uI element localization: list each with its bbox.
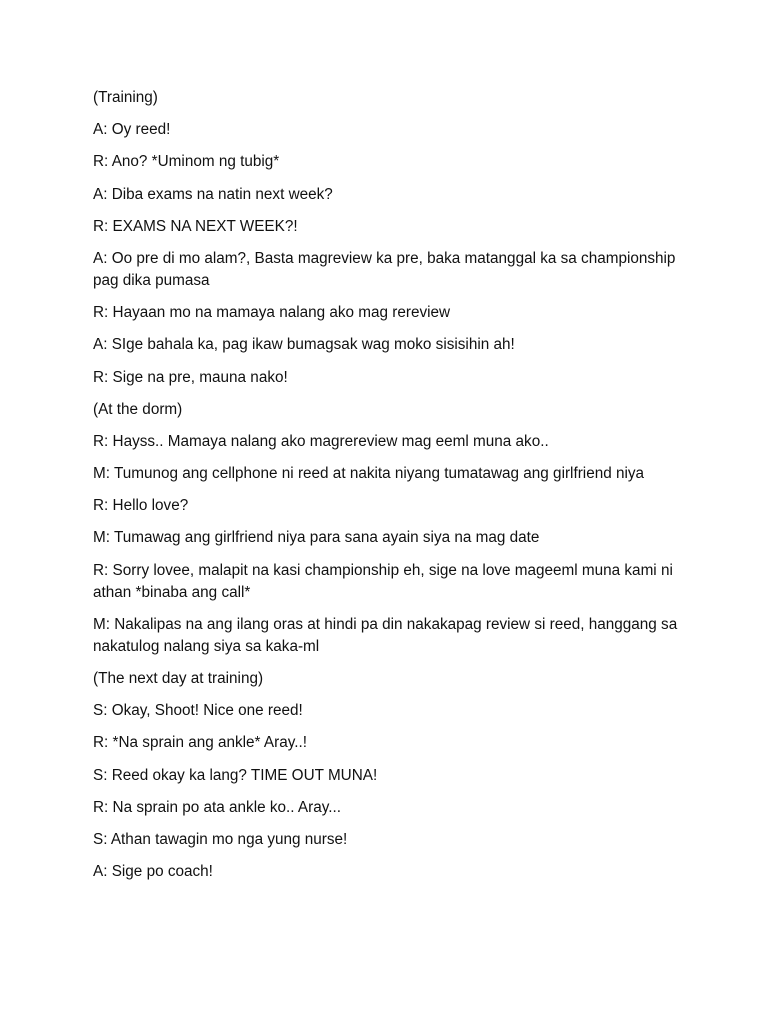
scene-heading: (The next day at training) <box>93 670 264 687</box>
dialogue-line: S: Okay, Shoot! Nice one reed! <box>93 702 303 720</box>
scene-heading: (At the dorm) <box>93 400 183 418</box>
dialogue-line: R: Sorry lovee, malapit na kasi championship eh, sige na love mageeml muna kami ni athan *binaba ang call* <box>93 561 673 601</box>
dialogue-line: A: Diba exams na natin next week? <box>93 185 333 203</box>
dialogue-line: A: Oo pre di mo alam?, Basta magreview ka pre, baka matanggal ka sa championship pag dika pumasa <box>93 249 676 289</box>
dialogue-line: R: Hayss.. Mamaya nalang ako magrereview mag eeml muna ako.. <box>93 432 549 450</box>
script-body <box>93 87 683 893</box>
narration-line: M: Tumawag ang girlfriend niya para sana ayain siya na mag date <box>93 529 540 547</box>
dialogue-line: R: Hello love? <box>93 497 189 515</box>
dialogue-line: A: Oy reed! <box>93 121 171 139</box>
dialogue-line: R: Na sprain po ata ankle ko.. Aray... <box>93 798 341 816</box>
dialogue-line: R: Ano? *Uminom ng tubig* <box>93 153 280 171</box>
narration-line: M: Nakalipas na ang ilang oras at hindi pa din nakakapag review si reed, hanggang sa nakatulog nalang siya sa kaka-ml <box>93 615 678 655</box>
dialogue-line: R: Sige na pre, mauna nako! <box>93 368 288 386</box>
dialogue-line: R: *Na sprain ang ankle* Aray..! <box>93 734 307 752</box>
dialogue-line: S: Athan tawagin mo nga yung nurse! <box>93 830 348 848</box>
dialogue-line: R: Hayaan mo na mamaya nalang ako mag rereview <box>93 304 451 322</box>
dialogue-line: A: SIge bahala ka, pag ikaw bumagsak wag moko sisisihin ah! <box>93 336 515 354</box>
dialogue-line: S: Reed okay ka lang? TIME OUT MUNA! <box>93 766 378 784</box>
dialogue-line: R: EXAMS NA NEXT WEEK?! <box>93 217 298 235</box>
narration-line: M: Tumunog ang cellphone ni reed at nakita niyang tumatawag ang girlfriend niya <box>93 465 645 483</box>
scene-heading: (Training) <box>93 89 158 106</box>
dialogue-line: A: Sige po coach! <box>93 863 213 881</box>
